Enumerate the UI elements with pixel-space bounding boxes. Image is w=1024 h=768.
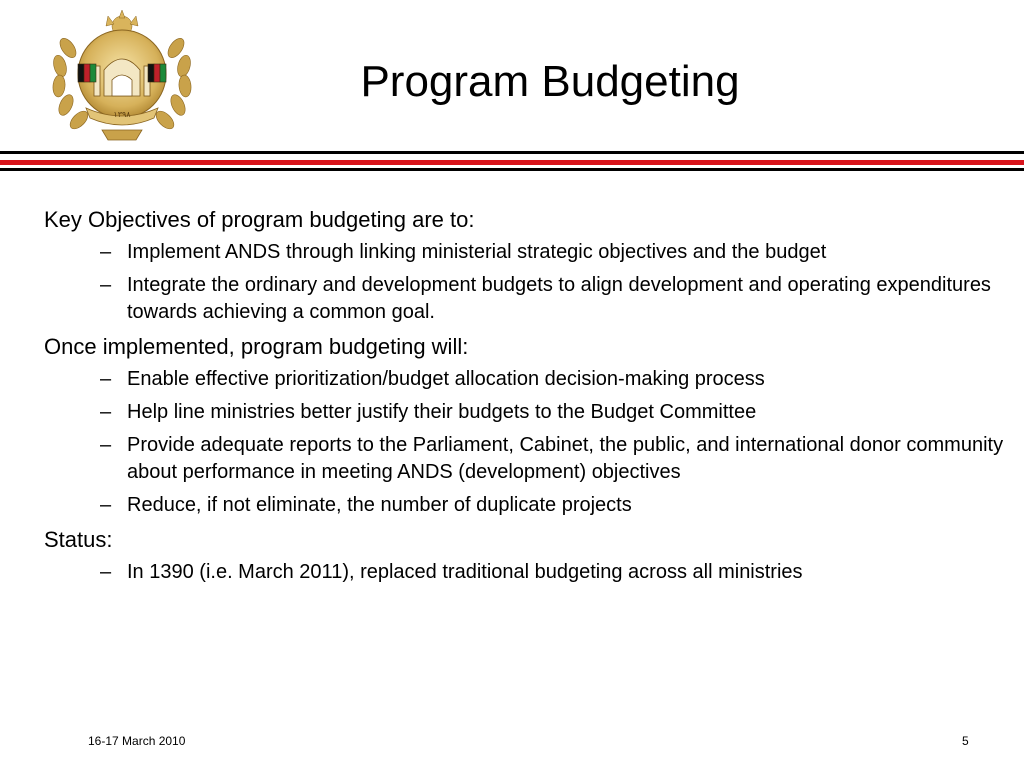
implemented-list: [44, 366, 1004, 519]
header-rule-red: [0, 160, 1024, 165]
list-item-text: Enable effective prioritization/budget allocation decision-making process: [127, 368, 765, 390]
list-item: [44, 399, 1004, 426]
header-rule-black-bottom: [0, 168, 1024, 171]
section-heading-objectives: Key Objectives of program budgeting are to:: [44, 207, 475, 232]
page-number: 5: [962, 734, 969, 748]
list-item: [44, 239, 1004, 266]
list-item: [44, 492, 1004, 519]
list-item-text: Implement ANDS through linking ministerial strategic objectives and the budget: [127, 241, 827, 263]
list-item-text: Reduce, if not eliminate, the number of duplicate projects: [127, 494, 632, 516]
footer-date: 16-17 March 2010: [88, 734, 186, 748]
list-item-text: Provide adequate reports to the Parliament, Cabinet, the public, and international donor community about performance in meeting ANDS (development) objectives: [127, 434, 1004, 483]
list-item: [44, 432, 1004, 486]
list-item: [44, 272, 1004, 326]
emblem-year-text: ١٣٩٨: [113, 110, 131, 119]
slide-title: Program Budgeting: [360, 57, 740, 106]
national-emblem-icon: [46, 8, 198, 144]
list-item-text: Help line ministries better justify their budgets to the Budget Committee: [127, 401, 757, 423]
header-rule-black-top: [0, 151, 1024, 154]
section-heading-implemented: Once implemented, program budgeting will:: [44, 334, 469, 359]
dash-bullet: –: [100, 494, 112, 516]
list-item-text: Integrate the ordinary and development budgets to align development and operating expenditures towards achieving a common goal.: [127, 274, 991, 323]
dash-bullet: –: [100, 241, 112, 263]
dash-bullet: –: [100, 368, 112, 390]
status-list: [44, 559, 1004, 586]
slide-body: [44, 205, 1004, 592]
dash-bullet: –: [100, 274, 112, 296]
dash-bullet: –: [100, 561, 112, 583]
list-item: [44, 559, 1004, 586]
section-heading-status: Status:: [44, 527, 113, 552]
list-item-text: In 1390 (i.e. March 2011), replaced traditional budgeting across all ministries: [127, 561, 803, 583]
list-item: [44, 366, 1004, 393]
dash-bullet: –: [100, 401, 112, 423]
dash-bullet: –: [100, 434, 112, 456]
objectives-list: [44, 239, 1004, 326]
